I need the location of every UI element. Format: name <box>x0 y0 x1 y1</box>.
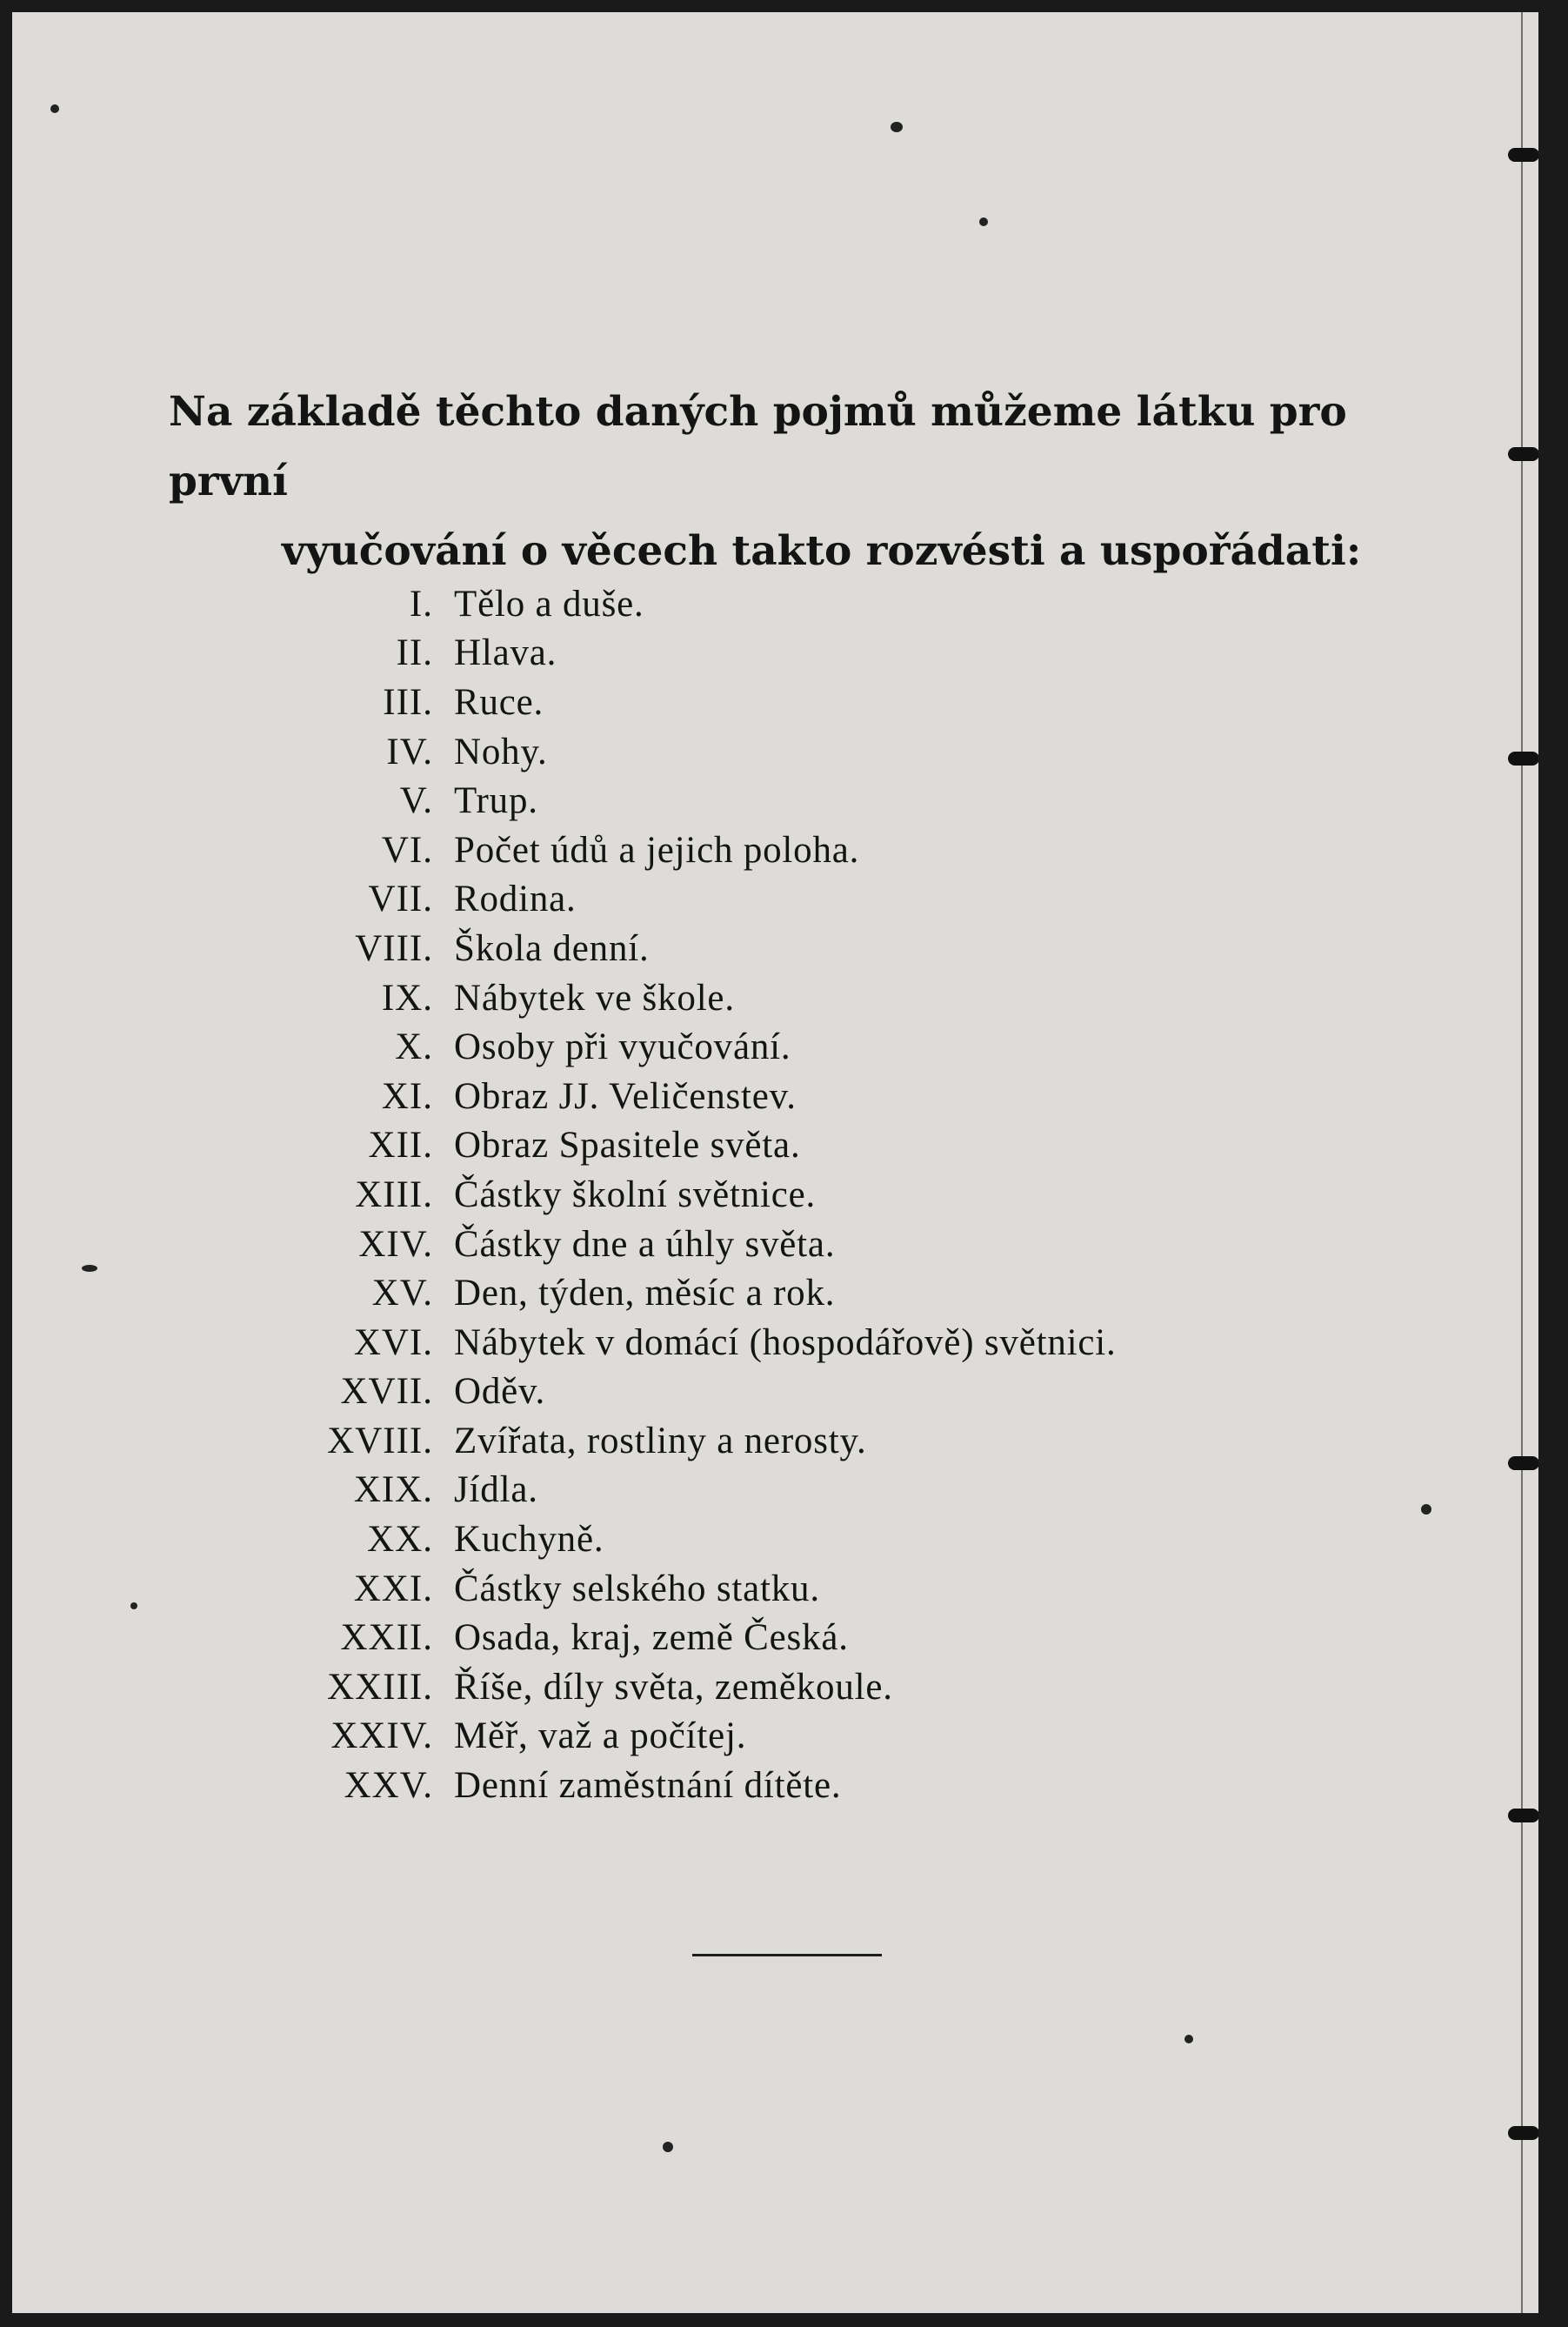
item-number: XXIII. <box>327 1666 433 1708</box>
page-speck <box>1184 2035 1193 2043</box>
item-number: V. <box>399 780 433 822</box>
item-number: IX. <box>381 977 433 1019</box>
item-title: Kuchyně. <box>454 1519 604 1561</box>
list-item <box>299 875 1299 925</box>
list-item <box>299 1170 1299 1220</box>
item-number: XXV. <box>344 1765 433 1807</box>
list-item <box>299 1466 1299 1515</box>
list-item <box>299 727 1299 777</box>
item-number: XIX. <box>353 1469 433 1511</box>
heading-line-2: vyučování o věcech takto rozvésti a uspořádati: <box>282 527 1362 575</box>
list-item <box>299 629 1299 679</box>
item-number: II. <box>396 632 433 674</box>
page-speck <box>82 1265 97 1272</box>
page-speck <box>979 217 988 226</box>
list-item <box>299 1367 1299 1417</box>
list-item <box>299 1220 1299 1269</box>
binding-gutter <box>1521 12 1523 2313</box>
list-item <box>299 1515 1299 1564</box>
binding-mark <box>1508 752 1538 766</box>
list-item <box>299 1712 1299 1762</box>
item-title: Nohy. <box>454 731 548 772</box>
list-item <box>299 678 1299 727</box>
item-title: Nábytek v domácí (hospodářově) světnici. <box>454 1321 1117 1363</box>
list-item <box>299 1613 1299 1662</box>
binding-mark <box>1508 1809 1538 1822</box>
item-title: Osada, kraj, země Česká. <box>454 1617 849 1659</box>
list-item <box>299 924 1299 973</box>
item-number: XII. <box>368 1125 433 1167</box>
item-number: VIII. <box>355 927 433 969</box>
item-number: XX. <box>367 1519 433 1561</box>
item-number: XVIII. <box>327 1420 433 1461</box>
item-number: XIV. <box>358 1223 433 1265</box>
item-title: Částky dne a úhly světa. <box>454 1223 836 1265</box>
list-item <box>299 776 1299 826</box>
page-speck <box>50 104 59 113</box>
table-of-contents <box>299 579 1299 1810</box>
item-title: Měř, važ a počítej. <box>454 1715 747 1757</box>
binding-mark <box>1508 148 1538 162</box>
item-number: IV. <box>386 731 433 772</box>
item-title: Nábytek ve škole. <box>454 977 735 1019</box>
item-title: Částky selského statku. <box>454 1568 820 1609</box>
item-number: I. <box>409 583 433 625</box>
page-speck <box>1421 1504 1431 1515</box>
list-item <box>299 1121 1299 1171</box>
item-number: XXIV. <box>330 1715 433 1757</box>
item-number: VII. <box>368 879 433 920</box>
item-title: Trup. <box>454 780 538 822</box>
book-page <box>12 12 1538 2313</box>
binding-mark <box>1508 1456 1538 1470</box>
item-title: Denní zaměstnání dítěte. <box>454 1765 842 1807</box>
list-item <box>299 1761 1299 1810</box>
page-speck <box>663 2142 673 2152</box>
binding-mark <box>1508 447 1538 461</box>
item-title: Zvířata, rostliny a nerosty. <box>454 1420 867 1461</box>
list-item <box>299 1072 1299 1121</box>
item-number: X. <box>395 1026 433 1068</box>
item-number: III. <box>383 681 433 723</box>
item-title: Oděv. <box>454 1371 546 1413</box>
binding-mark <box>1508 2126 1538 2140</box>
item-title: Částky školní světnice. <box>454 1174 817 1215</box>
list-item <box>299 1564 1299 1614</box>
heading-line-1: Na základě těchto daných pojmů můžeme látku pro první <box>169 388 1347 505</box>
page-speck <box>130 1602 137 1609</box>
list-item <box>299 973 1299 1023</box>
item-title: Jídla. <box>454 1469 538 1511</box>
item-title: Tělo a duše. <box>454 583 644 625</box>
list-item <box>299 1662 1299 1712</box>
item-number: XV. <box>371 1273 433 1314</box>
page-speck <box>891 122 903 132</box>
item-title: Osoby při vyučování. <box>454 1026 791 1068</box>
list-item <box>299 1318 1299 1367</box>
item-number: XI. <box>381 1075 433 1117</box>
item-number: VI. <box>381 829 433 871</box>
list-item <box>299 1268 1299 1318</box>
item-title: Den, týden, měsíc a rok. <box>454 1273 836 1314</box>
item-title: Obraz Spasitele světa. <box>454 1125 801 1167</box>
item-title: Rodina. <box>454 879 577 920</box>
item-number: XIII. <box>355 1174 433 1215</box>
list-item <box>299 826 1299 875</box>
item-number: XXI. <box>353 1568 433 1609</box>
item-title: Obraz JJ. Veličenstev. <box>454 1075 797 1117</box>
item-title: Říše, díly světa, zeměkoule. <box>454 1666 893 1708</box>
page-heading <box>169 378 1404 586</box>
item-title: Hlava. <box>454 632 557 674</box>
item-number: XXII. <box>340 1617 433 1659</box>
list-item <box>299 1022 1299 1072</box>
item-title: Škola denní. <box>454 927 650 969</box>
item-title: Ruce. <box>454 681 544 723</box>
closing-divider <box>692 1954 882 1956</box>
item-title: Počet údů a jejich poloha. <box>454 829 860 871</box>
item-number: XVI. <box>353 1321 433 1363</box>
list-item <box>299 1416 1299 1466</box>
item-number: XVII. <box>340 1371 433 1413</box>
list-item <box>299 579 1299 629</box>
